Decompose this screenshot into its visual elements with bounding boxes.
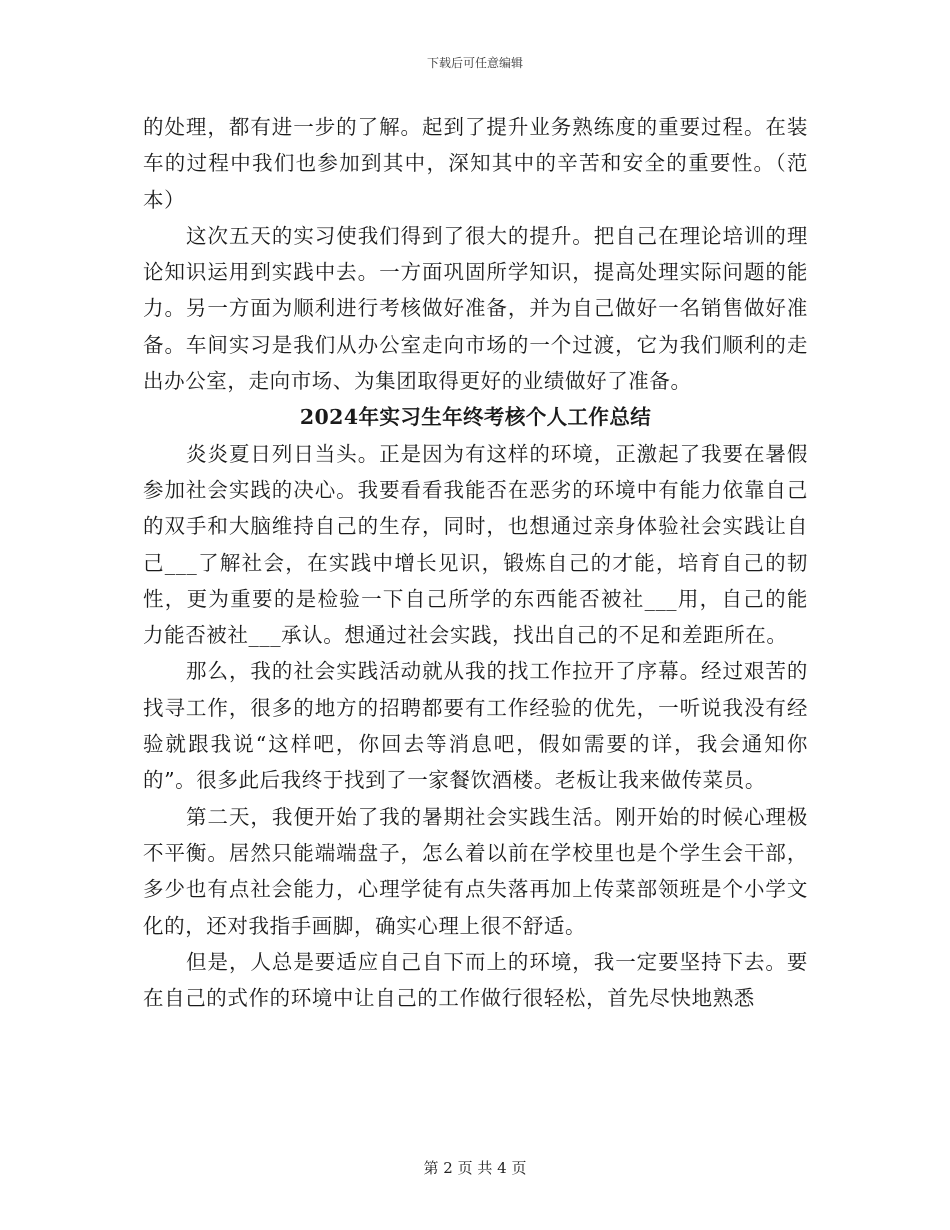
paragraph-job-search: 那么，我的社会实践活动就从我的找工作拉开了序幕。经过艰苦的找寻工作，很多的地方的招聘都要有工作经验的优先，一听说我没有经验就跟我说“这样吧，你回去等消息吧，假如需要的详，我会通知你的”。很多此后我终于找到了一家餐饮酒楼。老板让我来做传菜员。 <box>143 659 808 793</box>
paragraph-practice-summary: 这次五天的实习使我们得到了很大的提升。把自己在理论培训的理论知识运用到实践中去。一方面巩固所学知识，提高处理实际问题的能力。另一方面为顺利进行考核做好准备，并为自己做好一名销售做好准备。车间实习是我们从办公室走向市场的一个过渡，它为我们顺利的走出办公室，走向市场、为集团取得更好的业绩做好了准备。 <box>143 223 808 394</box>
page-header: 下载后可任意编辑 <box>426 56 523 70</box>
paragraph-summer: 炎炎夏日列日当头。正是因为有这样的环境，正激起了我要在暑假参加社会实践的决心。我要看看我能否在恶劣的环境中有能力依靠自己的双手和大脑维持自己的生存，同时，也想通过亲身体验社会实践让自己___了解社会，在实践中增长见识，锻炼自己的才能，培育自己的韧性，更为重要的是检验一下自己所学的东西能否被社___用，自己的能力能否被社___承认。想通过社会实践，找出自己的不足和差距所在。 <box>143 441 808 648</box>
document-body <box>143 109 808 1016</box>
page-number: 第 2 页 共 4 页 <box>423 1159 527 1177</box>
paragraph-adaptation: 但是，人总是要适应自己自下而上的环境，我一定要坚持下去。要在自己的式作的环境中让自己的工作做行很轻松，首先尽快地熟悉 <box>143 949 808 1011</box>
continuation-paragraph: 的处理，都有进一步的了解。起到了提升业务熟练度的重要过程。在装车的过程中我们也参加到其中，深知其中的辛苦和安全的重要性。（范本） <box>143 115 808 212</box>
section-heading: 2024年实习生年终考核个人工作总结 <box>299 405 652 430</box>
paragraph-second-day: 第二天，我便开始了我的暑期社会实践生活。刚开始的时候心理极不平衡。居然只能端端盘子，怎么着以前在学校里也是个学生会干部，多少也有点社会能力，心理学徒有点失落再加上传菜部领班是个小学文化的，还对我指手画脚，确实心理上很不舒适。 <box>143 804 808 938</box>
